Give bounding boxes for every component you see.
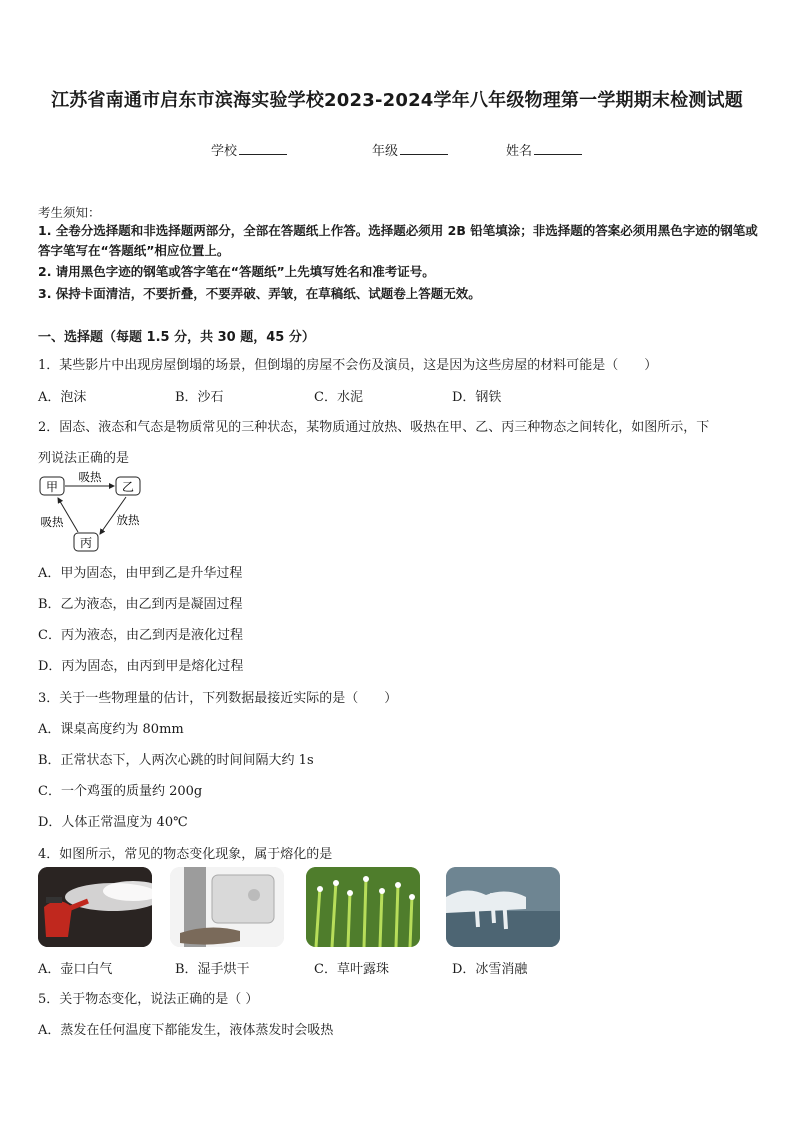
kettle-steam-photo [38,867,152,947]
grass-dew-photo [306,867,420,947]
question-2-stem: 列说法正确的是 [38,451,130,466]
question-3-option-b[interactable]: B．正常状态下，人两次心跳的时间间隔大约 1s [38,753,314,768]
name-label: 姓名 [506,144,533,159]
option-c[interactable]: C．草叶露珠 [314,962,389,977]
notice-item: 1. 全卷分选择题和非选择题两部分，全部在答题纸上作答。选择题必须用 2B 铅笔填涂；非选择题的答案必须用黑色字迹的钢笔或答字笔写在“答题纸”相应位置上。 [38,223,758,258]
question-3-option-c[interactable]: C．一个鸡蛋的质量约 200g [38,784,203,799]
section-heading: 一、选择题（每题 1.5 分，共 30 题，45 分） [38,330,315,345]
state-change-diagram [36,468,156,556]
question-2-option-b[interactable]: B．乙为液态，由乙到丙是凝固过程 [38,597,243,612]
node-c: 丙 [79,536,93,550]
option-a[interactable]: A．壶口白气 [38,962,113,977]
ice-melting-photo [446,867,560,947]
option-b[interactable]: B．沙石 [175,390,224,405]
node-b: 乙 [121,480,135,494]
edge-label-ab: 吸热 [78,470,102,484]
option-a[interactable]: A．泡沫 [38,390,87,405]
question-3-option-d[interactable]: D．人体正常温度为 40℃ [38,815,188,830]
question-2-option-d[interactable]: D．丙为固态，由丙到甲是熔化过程 [38,659,244,674]
option-b[interactable]: B．湿手烘干 [175,962,250,977]
notice-heading: 考生须知： [38,205,101,220]
question-4-stem: 4．如图所示，常见的物态变化现象，属于熔化的是 [38,847,333,862]
name-field[interactable] [506,140,582,159]
question-3-option-a[interactable]: A．课桌高度约为 80mm [38,722,184,737]
edge-label-bc: 放热 [116,513,140,527]
notice-item: 2. 请用黑色字迹的钢笔或答字笔在“答题纸”上先填写姓名和准考证号。 [38,264,435,279]
grade-field[interactable] [372,140,448,159]
grade-label: 年级 [372,144,399,159]
page-title: 江苏省南通市启东市滨海实验学校2023-2024学年八年级物理第一学期期末检测试题 [51,90,743,111]
question-5-option-a[interactable]: A．蒸发在任何温度下都能发生，液体蒸发时会吸热 [38,1023,334,1038]
question-2-option-c[interactable]: C．丙为液态，由乙到丙是液化过程 [38,628,243,643]
question-2-option-a[interactable]: A．甲为固态，由甲到乙是升华过程 [38,566,243,581]
option-d[interactable]: D．冰雪消融 [452,962,528,977]
question-3-stem: 3．关于一些物理量的估计，下列数据最接近实际的是（ ） [38,691,398,706]
question-5-stem: 5．关于物态变化，说法正确的是（ ） [38,992,259,1007]
option-d[interactable]: D．钢铁 [452,390,502,405]
node-a: 甲 [45,480,59,494]
option-c[interactable]: C．水泥 [314,390,363,405]
hand-dryer-photo [170,867,284,947]
edge-label-ca: 吸热 [40,515,64,529]
school-field[interactable] [211,140,287,159]
question-2-stem: 2．固态、液态和气态是物质常见的三种状态，某物质通过放热、吸热在甲、乙、丙三种物态之间转化，如图所示，下 [38,420,710,435]
question-1-stem: 1．某些影片中出现房屋倒塌的场景，但倒塌的房屋不会伤及演员，这是因为这些房屋的材料可能是（ ） [38,358,658,373]
school-label: 学校 [211,144,238,159]
notice-item: 3. 保持卡面清洁，不要折叠，不要弄破、弄皱，在草稿纸、试题卷上答题无效。 [38,286,481,301]
